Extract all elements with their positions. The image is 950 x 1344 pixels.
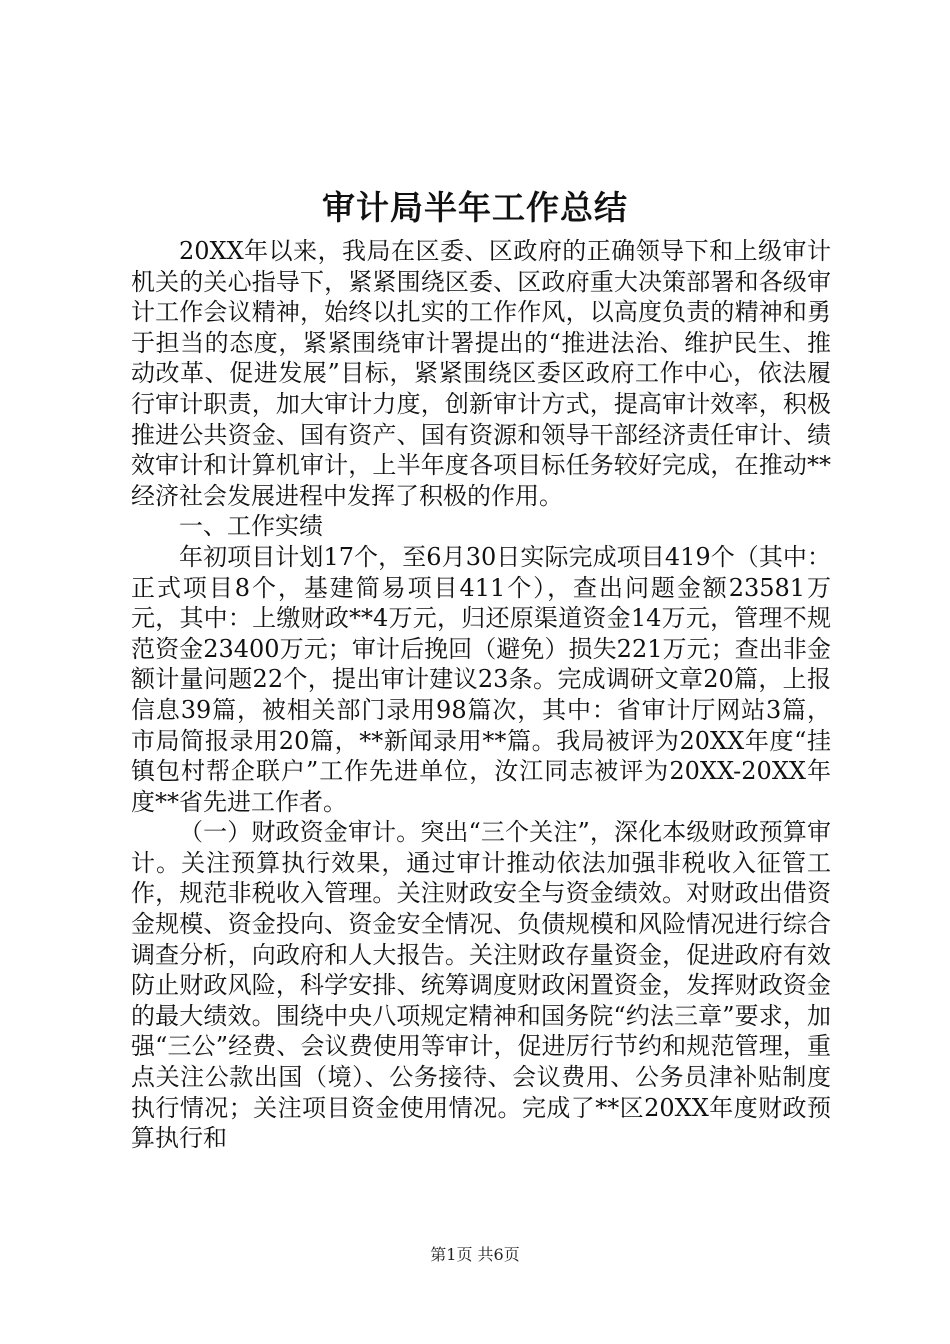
section-heading: 一、工作实绩 — [179, 512, 323, 541]
page-title: 审计局半年工作总结 — [322, 188, 628, 227]
document-body — [131, 236, 831, 1154]
paragraph-fiscal-audit: （一）财政资金审计。突出“三个关注”，深化本级财政预算审计。关注预算执行效果，通过审计推动依法加强非税收入征管工作，规范非税收入管理。关注财政安全与资金绩效。对财政出借资金规模、资金投向、资金安全情况、负债规模和风险情况进行综合调查分析，向政府和人大报告。关注财政存量资金，促进政府有效防止财政风险，科学安排、统筹调度财政闲置资金，发挥财政资金的最大绩效。围绕中央八项规定精神和国务院“约法三章”要求，加强“三公”经费、会议费使用等审计，促进厉行节约和规范管理，重点关注公款出国（境）、公务接待、会议费用、公务员津补贴制度执行情况；关注项目资金使用情况。完成了**区20XX年度财政预算执行和 — [131, 818, 831, 1153]
paragraph-intro: 20XX年以来，我局在区委、区政府的正确领导下和上级审计机关的关心指导下，紧紧围绕区委、区政府重大决策部署和各级审计工作会议精神，始终以扎实的工作作风，以高度负责的精神和勇于担当的态度，紧紧围绕审计署提出的“推进法治、维护民生、推动改革、促进发展”目标，紧紧围绕区委区政府工作中心，依法履行审计职责，加大审计力度，创新审计方式，提高审计效率，积极推进公共资金、国有资产、国有资源和领导干部经济责任审计、绩效审计和计算机审计，上半年度各项目标任务较好完成，在推动**经济社会发展进程中发挥了积极的作用。 — [131, 237, 831, 510]
page-footer: 第1页 共6页 — [430, 1245, 520, 1264]
paragraph-achievements: 年初项目计划17个，至6月30日实际完成项目419个（其中：正式项目8个，基建简易项目411个），查出问题金额23581万元，其中：上缴财政**4万元，归还原渠道资金14万元，管理不规范资金23400万元；审计后挽回（避免）损失221万元；查出非金额计量问题22个，提出审计建议23条。完成调研文章20篇，上报信息39篇，被相关部门录用98篇次，其中：省审计厅网站3篇，市局简报录用20篇，**新闻录用**篇。我局被评为20XX年度“挂镇包村帮企联户”工作先进单位，汝江同志被评为20XX-20XX年度**省先进工作者。 — [131, 542, 831, 816]
